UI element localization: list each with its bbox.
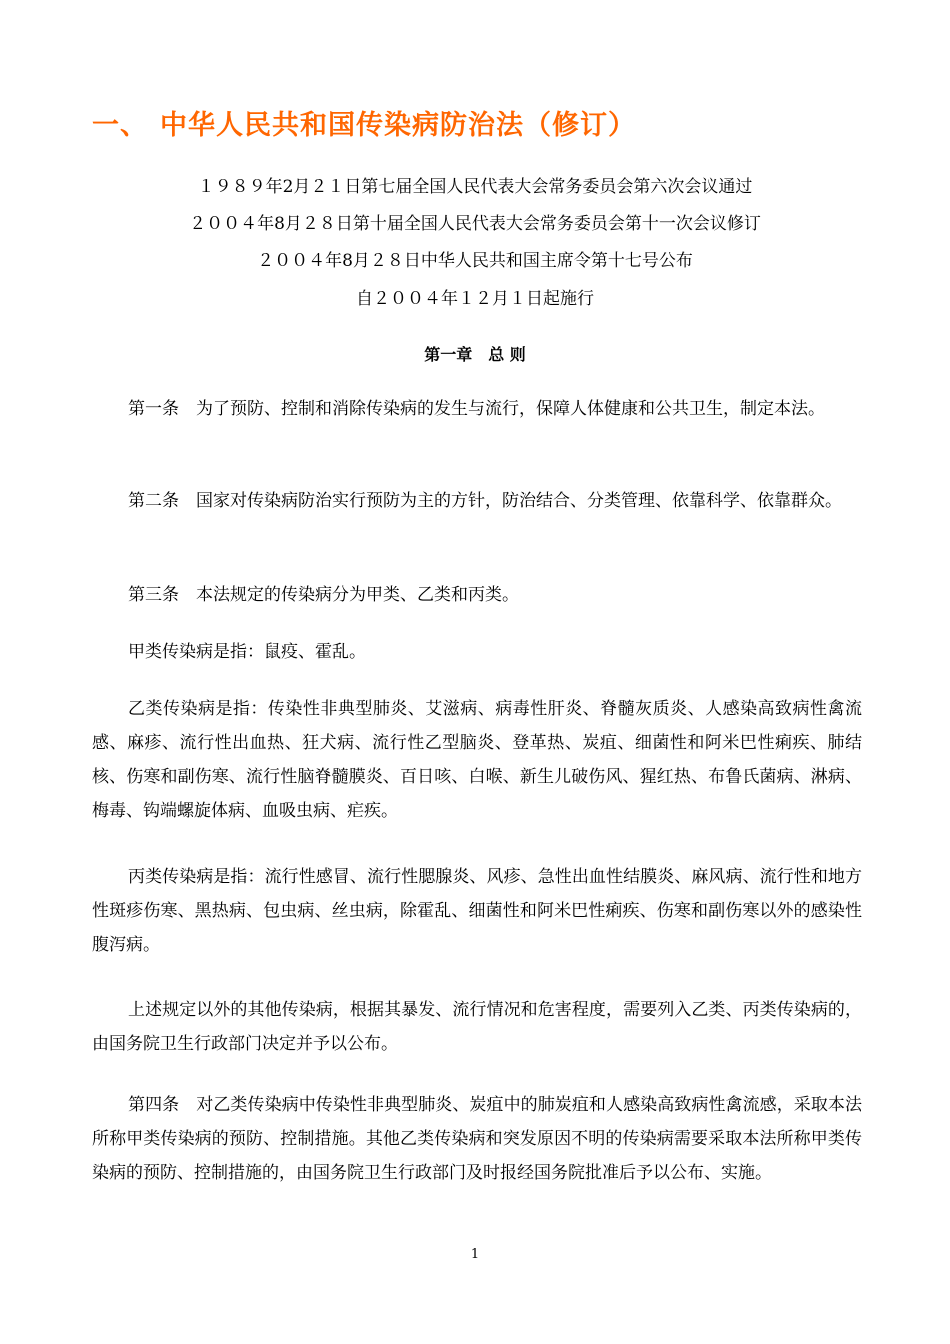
chapter-title: 第一章 总 则 [424,345,526,364]
title-number: 一、 [92,110,148,141]
meta-line-revised: ２００４年8月２８日第十届全国人民代表大会常务委员会第十一次会议修订 [189,214,761,234]
article-1: 第一条 为了预防、控制和消除传染病的发生与流行，保障人体健康和公共卫生，制定本法。 [128,399,825,419]
class-a-list: 甲类传染病是指：鼠疫、霍乱。 [128,642,366,662]
article-4: 第四条 对乙类传染病中传染性非典型肺炎、炭疽中的肺炭疽和人感染高致病性禽流感，采取本法所称甲类传染病的预防、控制措施。其他乙类传染病和突发原因不明的传染病需要采取本法所称甲类传染病的预防、控制措施的，由国务院卫生行政部门及时报经国务院批准后予以公布、实施。 [92,1095,862,1183]
meta-line-passed: １９８９年2月２１日第七届全国人民代表大会常务委员会第六次会议通过 [197,177,753,197]
article-3: 第三条 本法规定的传染病分为甲类、乙类和丙类。 [128,585,519,605]
class-b-list: 乙类传染病是指：传染性非典型肺炎、艾滋病、病毒性肝炎、脊髓灰质炎、人感染高致病性禽流感、麻疹、流行性出血热、狂犬病、流行性乙型脑炎、登革热、炭疽、细菌性和阿米巴性痢疾、肺结核、伤寒和副伤寒、流行性脑脊髓膜炎、百日咳、白喉、新生儿破伤风、猩红热、布鲁氏菌病、淋病、梅毒、钩端螺旋体病、血吸虫病、疟疾。 [92,699,862,821]
meta-line-promulgated: ２００４年8月２８日中华人民共和国主席令第十七号公布 [257,251,693,271]
meta-line-effective: 自２００４年１２月１日起施行 [356,289,594,309]
other-diseases-paragraph: 上述规定以外的其他传染病，根据其暴发、流行情况和危害程度，需要列入乙类、丙类传染病的，由国务院卫生行政部门决定并予以公布。 [92,1000,862,1054]
article-2: 第二条 国家对传染病防治实行预防为主的方针，防治结合、分类管理、依靠科学、依靠群众。 [128,491,842,511]
title-text: 中华人民共和国传染病防治法（修订） [160,110,636,141]
document-title [92,103,636,142]
class-c-list: 丙类传染病是指：流行性感冒、流行性腮腺炎、风疹、急性出血性结膜炎、麻风病、流行性和地方性斑疹伤寒、黑热病、包虫病、丝虫病，除霍乱、细菌性和阿米巴性痢疾、伤寒和副伤寒以外的感染性腹泻病。 [92,867,862,955]
page-number: 1 [470,1247,480,1262]
